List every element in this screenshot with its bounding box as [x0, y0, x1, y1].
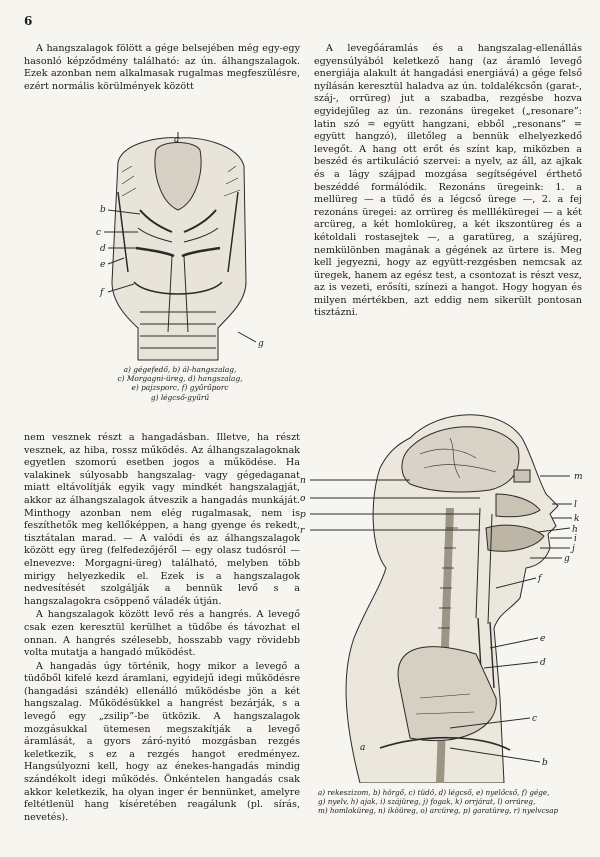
left-column-bottom — [24, 432, 300, 824]
label-k: k — [574, 514, 580, 524]
label-j: j — [572, 544, 575, 554]
label-i: i — [574, 534, 577, 544]
label-h: h — [572, 525, 578, 535]
caption-line: g) légcső-gyűrű — [150, 392, 210, 402]
caption-line: e) pajzsporc, f) gyűrűporc — [131, 383, 229, 393]
label-p: p — [300, 510, 306, 520]
label-c: c — [96, 228, 102, 238]
label-r: r — [300, 526, 305, 536]
sagittal-section-illustration — [300, 398, 590, 783]
caption-line: m) homloküreg, n) iköüreg, o) arcüreg, p) garatüreg, r) nyelvcsap — [318, 806, 559, 815]
label-g: g — [564, 554, 570, 564]
label-f: f — [100, 288, 104, 298]
label-b: b — [542, 758, 548, 768]
label-d: d — [540, 658, 546, 668]
label-c: c — [532, 714, 538, 724]
larynx-caption — [60, 365, 300, 402]
right-column-top — [314, 43, 582, 320]
sagittal-caption — [318, 788, 586, 815]
paragraph: A hangszalagok között levő rés a hangrés. A levegő csak ezen keresztül kerülhet a tüdőbe és távozhat el onnan. A hangrés szélesebb, hosszabb vagy rövidebb volta mutatja a hangadó működést. — [24, 609, 300, 659]
label-m: m — [574, 472, 583, 482]
label-g: g — [258, 339, 264, 349]
left-column-top — [24, 43, 300, 93]
caption-line: a) rekeszizom, b) hörgő, c) tüdő, d) légcső, e) nyelőcső, f) gége, — [318, 788, 550, 797]
label-l: l — [574, 500, 577, 510]
label-a: a — [174, 135, 180, 145]
caption-line: g) nyelv, h) ajak, i) szájüreg, j) fogak, k) orrjárat, l) orrüreg, — [318, 797, 536, 806]
larynx-illustration — [78, 132, 278, 364]
caption-line: a) gégefedő, b) ál-hangszalag, — [123, 365, 237, 374]
paragraph: A hangadás úgy történik, hogy mikor a levegő a tüdőből kifelé kezd áramlani, egyidejű idegi működésre (hangadási szándék) ellenálló működésbe jön a két hangszalag. Működésükkel a hangrést bezárják, s a levegő egy „zsilip”-be ütközik. A hangszalagok mozgásukkal ütemesen megszakítják a levegő áramlását, a gyors záró-nyitó mozgásban rezgés keletkezik, s ez a rezgés hangot eredményez. Hangsúlyozni kell, hogy az énekes-hangadás mindig szándékolt idegi működés. Önkéntelen hangadás csak akkor keletkezik, ha olyan inger ér bennünket, amelyre feltétlenül hang kíséretében reagálunk (pl. sírás, nevetés). — [24, 660, 300, 823]
label-n: n — [300, 476, 306, 486]
label-e: e — [100, 260, 106, 270]
paragraph: A levegőáramlás és a hangszalag-ellenállás egyensúlyából keletkező hang (az áramló levegő energiája alakult át hangadási energiává) a gége felső nyílásán keresztül haladva az ún. toldalékcsőn (garat-, száj-, orrüreg) jut a szabadba, rezgésbe hozva egyidejűleg az ún. rezonáns üregeket („resonare”: latin szó = együtt hangzani, ebből „resonans” = együtt hangzó), illetőleg a bennük elhelyezkedő levegőt. A hang ott erőt és színt kap, miközben a beszéd és artikuláció szervei: a nyelv, az áll, az ajkak és a lágy szájpad mozgása segítségével érthető beszéddé formálódik. Rezonáns üregeink: 1. a mellüreg — a tüdő és a légcső ürege —, 2. a fej rezonáns üregei: az orrüreg és mellléküregei — a két arcüreg, a két homloküreg, a két ikszontüreg és a kétoldali rostasejtek —, a garatüreg, a szájüreg, nemkülönben magának a gégének az ürtere is. Meg kell jegyezni, hogy az együtt-rezgésben nemcsak az üregek, hanem az egész test, a csontozat is részt vesz, az is vezeti, erősíti, színezi a hangot. Hogy hogyan és milyen mértékben, azt eddig nem sikerült pontosan tisztázni. — [314, 43, 582, 319]
label-e: e — [540, 634, 546, 644]
page-number: 6 — [24, 14, 33, 28]
paragraph: A hangszalagok fölött a gége belsejében még egy-egy hasonló képződmény található: az ún. álhangszalagok. Ezek azonban nem alkalmasak rugalmas megfeszülésre, ezért normális körülmények között — [24, 43, 300, 92]
paragraph: nem vesznek részt a hangadásban. Illetve, ha részt vesznek, az hiba, rossz működés. Az álhangszalagoknak egyetlen szomorú esetben jogos a működése. Ha valakinek súlyosabb hangszalag- vagy gégedaganat miatt eltávolítják egyik vagy mindkét hangszalagját, akkor az álhangszalagok átveszik a hangadás munkáját. Minthogy azonban nem elég rugalmasak, nem is feszíthetők meg kellőképpen, a hang gyenge és rekedt, tisztátalan marad. — A valódi és az álhangszalagok között egy üreg (felfedezőjéről — egy olasz tudósról — elnevezve: Morgagni-üreg) található, melyben több mirigy helyezkedik el. Ezek is a hangszalagok nedvesítését szolgálják a bennük levő s a hangszalagokra csöppenő váladék útján. — [24, 432, 300, 607]
label-o: o — [300, 494, 306, 504]
label-f: f — [538, 574, 542, 584]
label-b: b — [100, 205, 106, 215]
label-d: d — [100, 244, 106, 254]
label-a: a — [360, 743, 366, 753]
caption-line: c) Morgagni-üreg, d) hangszalag, — [117, 374, 243, 384]
